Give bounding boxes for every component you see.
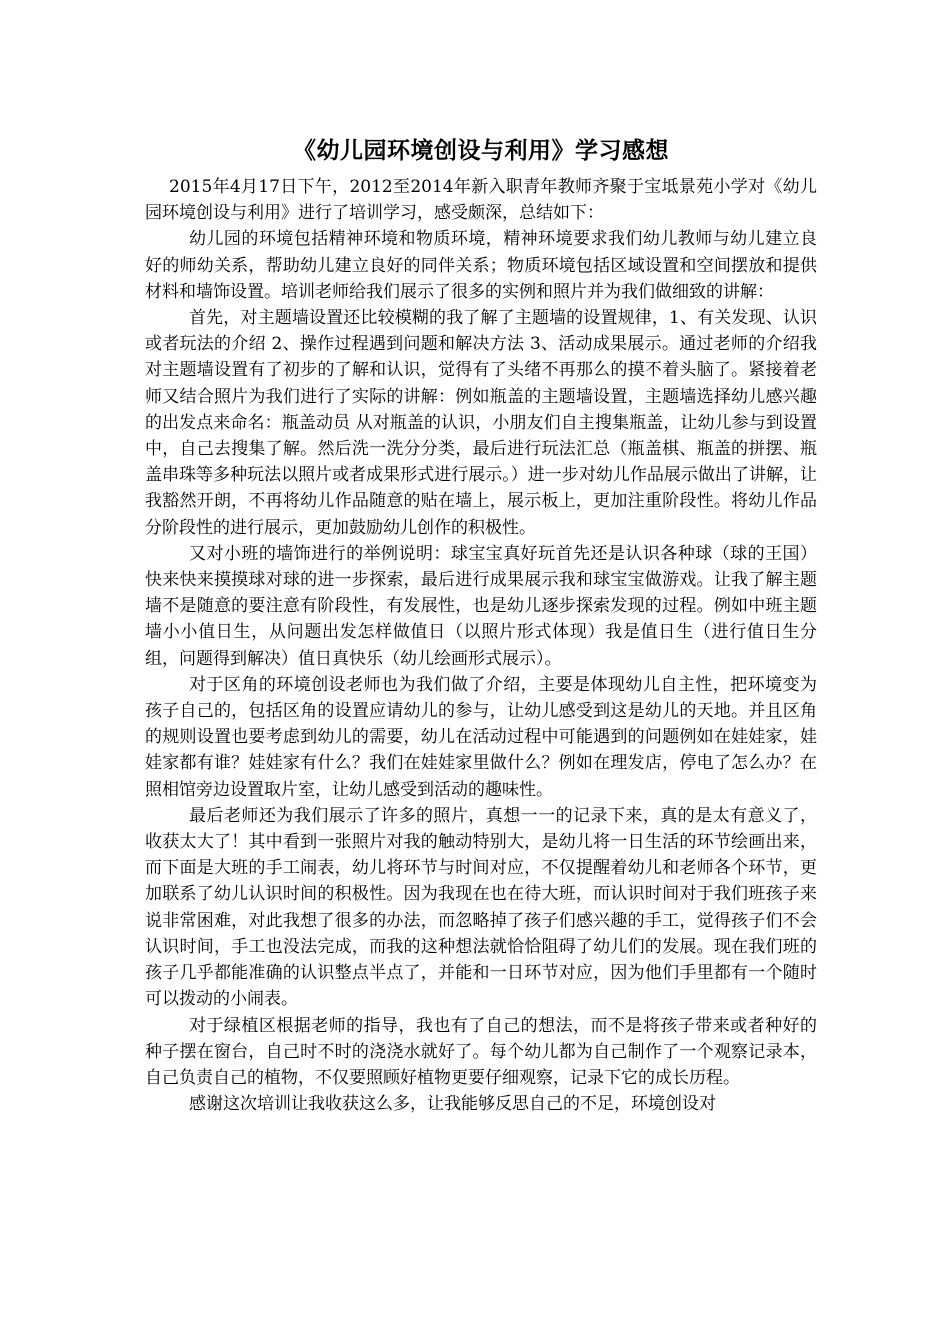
area-corner-paragraph: 对于区角的环境创设老师也为我们做了介绍，主要是体现幼儿自主性，把环境变为孩子自己的，包括区角的设置应请幼儿的参与，让幼儿感受到这是幼儿的天地。并且区角的规则设置也要考虑到幼儿的需要，幼儿在活动过程中可能遇到的问题例如在娃娃家，娃娃家都有谁？娃娃家有什么？我们在娃娃家里做什么？例如在理发店，停电了怎么办？在照相馆旁边设置取片室，让幼儿感受到活动的趣味性。 — [145, 674, 817, 800]
thanks-paragraph: 感谢这次培训让我收获这么多，让我能够反思自己的不足，环境创设对 — [189, 1094, 716, 1115]
photos-paragraph: 最后老师还为我们展示了许多的照片，真想一一的记录下来，真的是太有意义了，收获太大了！其中看到一张照片对我的触动特别大，是幼儿将一日生活的环节绘画出来，而下面是大班的手工闹表，幼儿将环节与时间对应，不仅提醒着幼儿和老师各个环节，更加联系了幼儿认识时间的积极性。因为我现在也在待大班，而认识时间对于我们班孩子来说非常困难，对此我想了很多的办法，而忽略掉了孩子们感兴趣的手工，觉得孩子们不会认识时间，手工也没法完成，而我的这种想法就恰恰阻碍了幼儿们的发展。现在我们班的孩子几乎都能准确的认识整点半点了，并能和一日环节对应，因为他们手里都有一个随时可以拨动的小闹表。 — [145, 805, 817, 1010]
environment-paragraph: 幼儿园的环境包括精神环境和物质环境，精神环境要求我们幼儿教师与幼儿建立良好的师幼关系，帮助幼儿建立良好的同伴关系；物质环境包括区域设置和空间摆放和提供材料和墙饰设置。培训老师给我们展示了很多的实例和照片并为我们做细致的讲解： — [145, 229, 817, 302]
document-title: 《幼儿园环境创设与利用》学习感想 — [293, 138, 669, 164]
theme-wall-paragraph: 首先，对主题墙设置还比较模糊的我了解了主题墙的设置规律，1、有关发现、认识或者玩法的介绍 2、操作过程遇到问题和解决方法 3、活动成果展示。通过老师的介绍我对主题墙设置有了初步的了解和认识，觉得有了头绪不再那么的摸不着头脑了。紧接着老师又结合照片为我们进行了实际的讲解：例如瓶盖的主题墙设置，主题墙选择幼儿感兴趣的出发点来命名：瓶盖动员 从对瓶盖的认识，小朋友们自主搜集瓶盖，让幼儿参与到设置中，自己去搜集了解。然后洗一洗分分类，最后进行玩法汇总（瓶盖棋、瓶盖的拼摆、瓶盖串珠等多种玩法以照片或者成果形式进行展示。）进一步对幼儿作品展示做出了讲解，让我豁然开朗，不再将幼儿作品随意的贴在墙上，展示板上，更加注重阶段性。将幼儿作品分阶段性的进行展示，更加鼓励幼儿创作的积极性。 — [145, 308, 817, 538]
small-class-paragraph: 又对小班的墙饰进行的举例说明：球宝宝真好玩首先还是认识各种球（球的王国）快来快来摸摸球对球的进一步探索，最后进行成果展示我和球宝宝做游戏。让我了解主题墙不是随意的要注意有阶段性，有发展性，也是幼儿逐步探索发现的过程。例如中班主题墙小小值日生，从问题出发怎样做值日（以照片形式体现）我是值日生（进行值日生分组，问题得到解决）值日真快乐（幼儿绘画形式展示）。 — [145, 543, 817, 669]
document-page — [145, 132, 817, 1117]
intro-paragraph: 2015年4月17日下午，2012至2014年新入职青年教师齐聚于宝坻景苑小学对《幼儿园环境创设与利用》进行了培训学习，感受颇深，总结如下： — [145, 177, 817, 224]
green-plants-paragraph: 对于绿植区根据老师的指导，我也有了自己的想法，而不是将孩子带来或者种好的种子摆在窗台，自己时不时的浇浇水就好了。每个幼儿都为自己制作了一个观察记录本，自己负责自己的植物，不仅要照顾好植物更要仔细观察，记录下它的成长历程。 — [145, 1015, 817, 1088]
